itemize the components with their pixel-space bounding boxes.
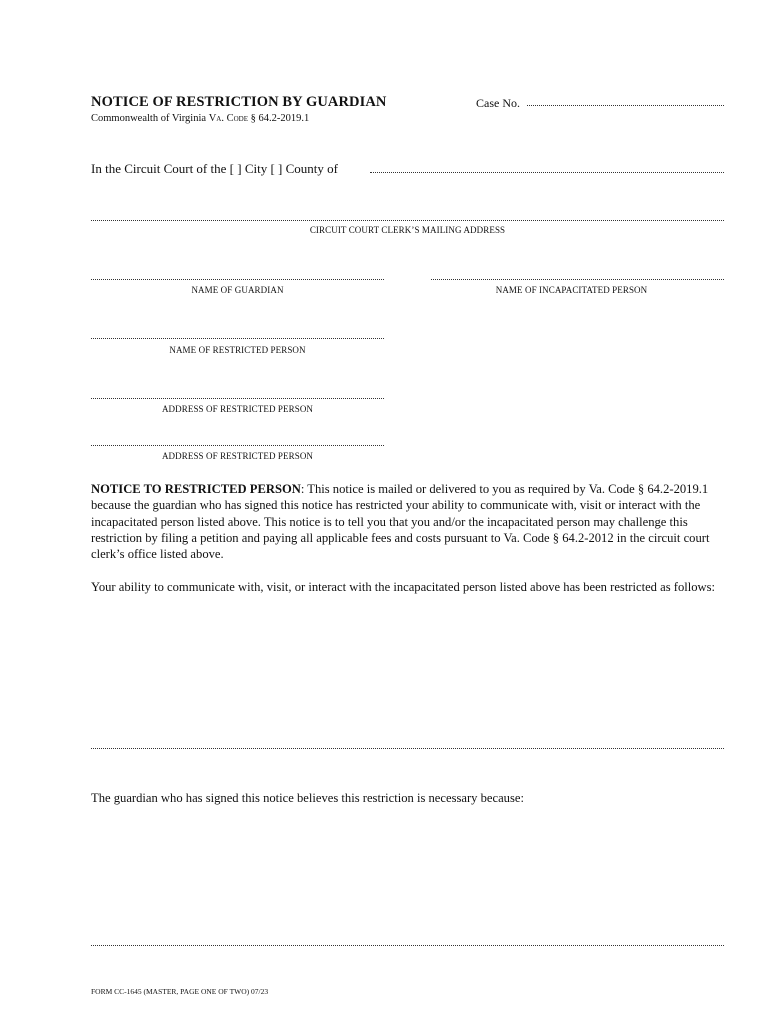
court-line — [91, 161, 338, 177]
county-label: County of — [282, 161, 339, 176]
restriction-description-prompt: Your ability to communicate with, visit, or interact with the incapacitated person listed above has been restricted as follows: — [91, 580, 716, 594]
city-label: City — [241, 161, 271, 176]
restricted-name-label: NAME OF RESTRICTED PERSON — [169, 345, 306, 355]
notice-heading: NOTICE TO RESTRICTED PERSON — [91, 482, 301, 496]
incapacitated-name-field[interactable] — [431, 279, 724, 280]
form-title: NOTICE OF RESTRICTION BY GUARDIAN — [91, 94, 387, 110]
county-checkbox[interactable]: [ ] — [270, 161, 283, 176]
incapacitated-name-label: NAME OF INCAPACITATED PERSON — [495, 285, 648, 295]
clerk-address-label: CIRCUIT COURT CLERK’S MAILING ADDRESS — [309, 225, 506, 235]
statute-reference — [91, 113, 309, 124]
city-checkbox[interactable]: [ ] — [229, 161, 242, 176]
necessity-reason-field[interactable] — [91, 945, 724, 946]
statute-section: § 64.2-2019.1 — [247, 113, 310, 124]
statute-code: Va. Code — [208, 113, 248, 124]
case-number-label: Case No. — [476, 96, 520, 110]
notice-colon: : — [300, 482, 308, 496]
clerk-address-field[interactable] — [91, 220, 724, 221]
form-footer: FORM CC-1645 (MASTER, PAGE ONE OF TWO) 07/23 — [91, 987, 269, 996]
restricted-address-field-1[interactable] — [91, 398, 384, 399]
restricted-address-label-2: ADDRESS OF RESTRICTED PERSON — [161, 451, 314, 461]
restricted-address-field-2[interactable] — [91, 445, 384, 446]
statute-prefix: Commonwealth of Virginia — [91, 113, 209, 124]
necessity-reason-prompt: The guardian who has signed this notice believes this restriction is necessary because: — [91, 791, 524, 805]
guardian-name-label: NAME OF GUARDIAN — [191, 285, 284, 295]
restricted-address-label-1: ADDRESS OF RESTRICTED PERSON — [161, 404, 314, 414]
court-locality-field[interactable] — [370, 172, 724, 173]
notice-paragraph — [91, 481, 726, 562]
restriction-description-field[interactable] — [91, 748, 724, 749]
case-number-field[interactable] — [527, 105, 724, 106]
court-prefix: In the Circuit Court of the — [91, 161, 230, 176]
restricted-name-field[interactable] — [91, 338, 384, 339]
guardian-name-field[interactable] — [91, 279, 384, 280]
notice-body: This notice is mailed or delivered to you as required by Va. Code § 64.2-2019.1 because the guardian who has signed this notice has restricted your ability to communicate with, visit or interact with the incapacitated person listed above. This notice is to tell you that you and/or the incapacitated person may challenge this restriction by filing a petition and paying all applicable fees and costs pursuant to Va. Code § 64.2-2012 in the circuit court clerk’s office listed above. — [91, 482, 710, 562]
